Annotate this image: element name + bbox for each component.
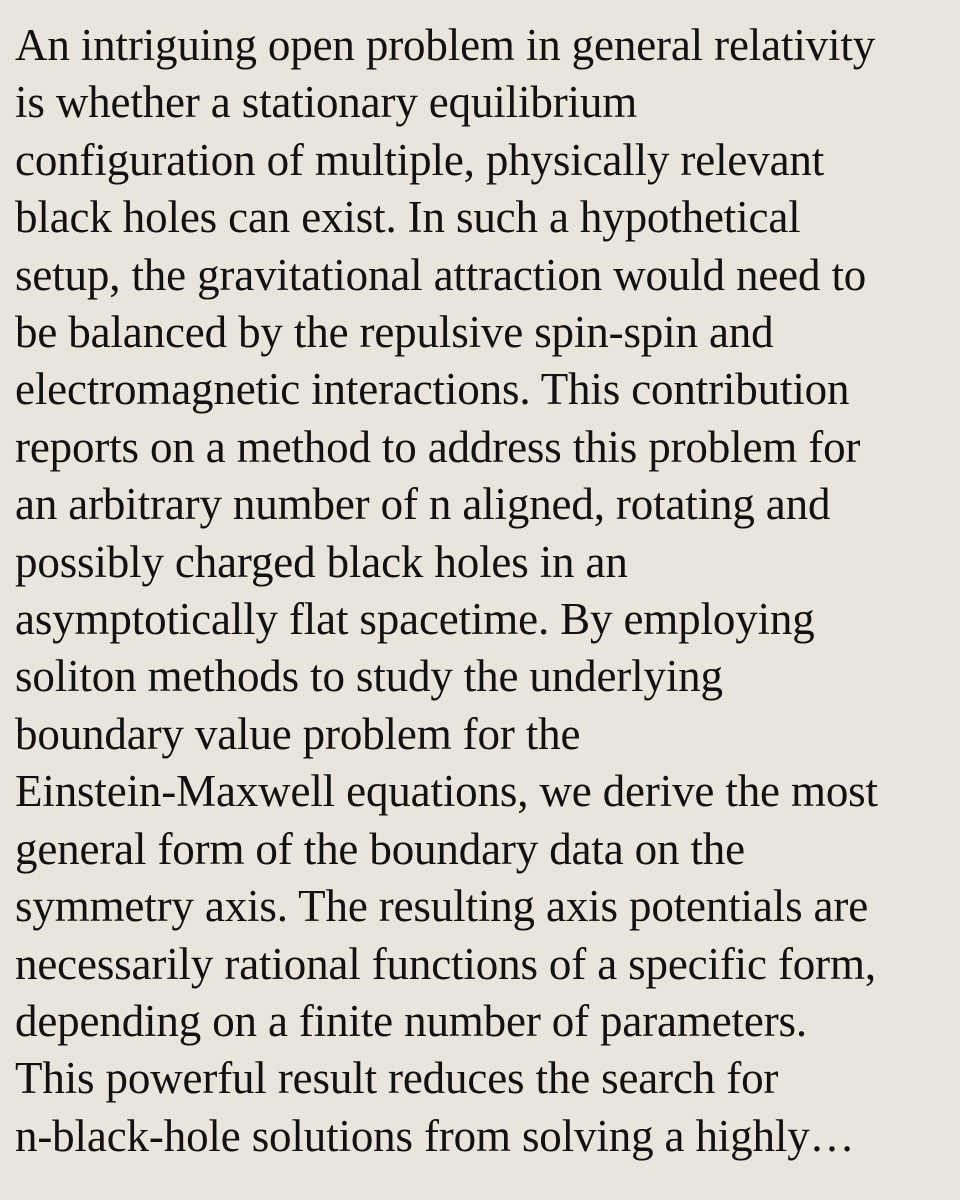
text-line: necessarily rational functions of a specific form, [15, 938, 876, 989]
text-line: possibly charged black holes in an [15, 536, 628, 587]
text-line: soliton methods to study the underlying [15, 651, 723, 702]
text-line: Einstein-Maxwell equations, we derive the most [15, 766, 878, 817]
text-line: electromagnetic interactions. This contribution [15, 364, 850, 415]
text-line: setup, the gravitational attraction would need to [15, 249, 867, 300]
abstract-text [15, 17, 960, 1165]
text-line: n-black-hole solutions from solving a highly… [15, 1110, 855, 1161]
text-line: general form of the boundary data on the [15, 823, 745, 874]
text-line: an arbitrary number of n aligned, rotating and [15, 479, 831, 530]
text-line: black holes can exist. In such a hypothetical [15, 192, 801, 243]
text-line: An intriguing open problem in general relativity [15, 20, 876, 70]
text-line: reports on a method to address this problem for [15, 421, 861, 472]
text-line: depending on a finite number of parameters. [15, 995, 808, 1046]
text-line: boundary value problem for the [15, 708, 581, 759]
text-line: configuration of multiple, physically relevant [15, 134, 825, 185]
text-line: is whether a stationary equilibrium [15, 77, 638, 128]
text-line: be balanced by the repulsive spin-spin and [15, 307, 774, 358]
text-line: symmetry axis. The resulting axis potentials are [15, 881, 869, 932]
text-line: asymptotically flat spacetime. By employing [15, 594, 815, 645]
text-line: This powerful result reduces the search for [15, 1053, 779, 1104]
